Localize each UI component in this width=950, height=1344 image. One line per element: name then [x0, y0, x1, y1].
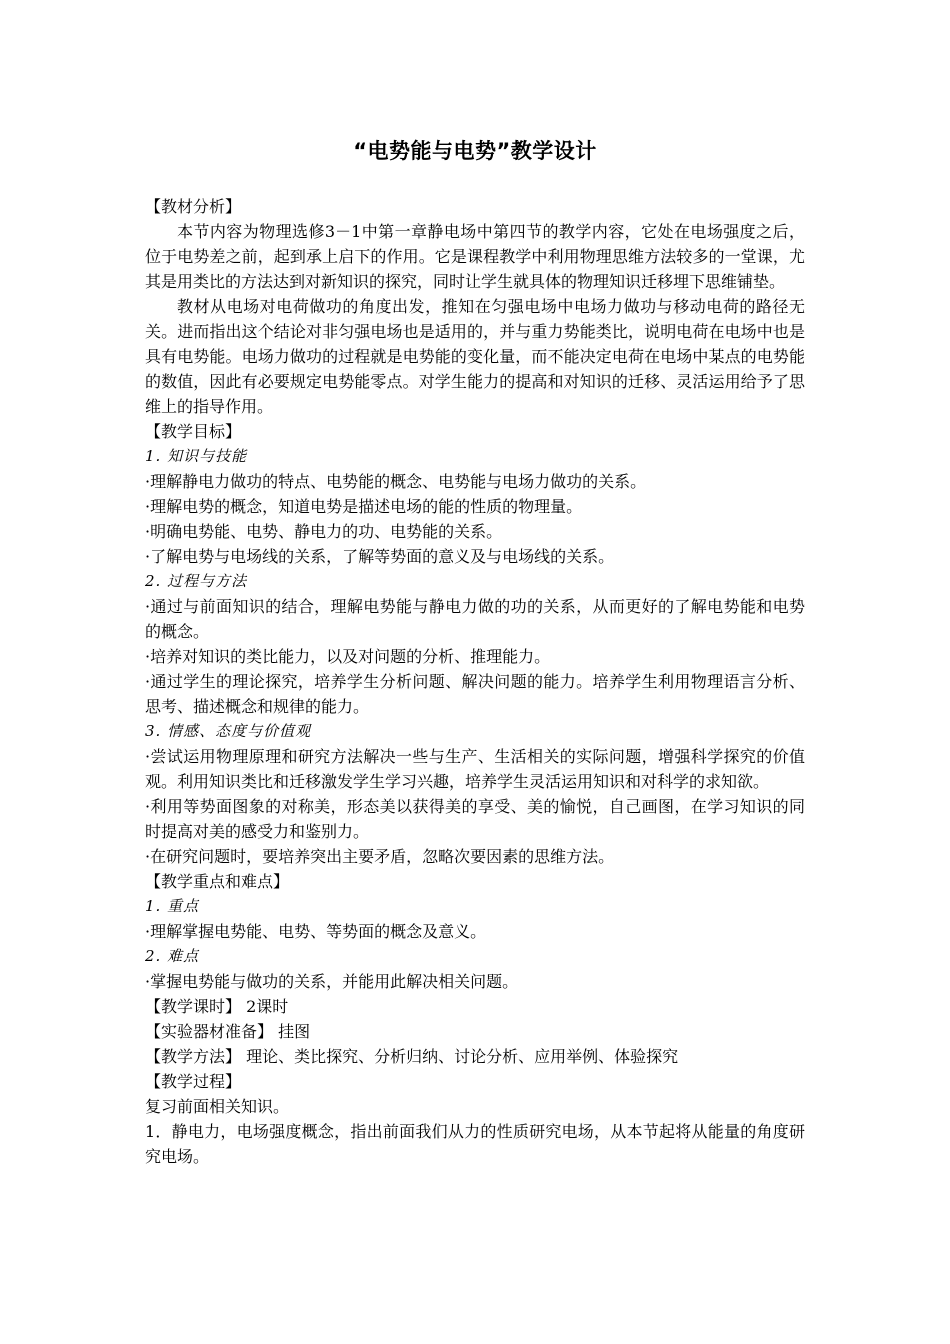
body-paragraph: 教材从电场对电荷做功的角度出发，推知在匀强电场中电场力做功与移动电荷的路径无关。进而指出这个结论对非匀强电场也是适用的，并与重力势能类比，说明电荷在电场中也是具有电势能。电场力做功的过程就是电势能的变化量，而不能决定电荷在电场中某点的电势能的数值，因此有必要规定电势能零点。对学生能力的提高和对知识的迁移、灵活运用给予了思维上的指导作用。 [145, 297, 805, 416]
body-paragraph: 本节内容为物理选修3－1中第一章静电场中第四节的教学内容，它处在电场强度之后，位于电势差之前，起到承上启下的作用。它是课程教学中利用物理思维方法较多的一堂课，尤其是用类比的方法达到对新知识的探究，同时让学生就具体的物理知识迁移埋下思维铺垫。 [145, 222, 805, 291]
bullet-item: ·理解静电力做功的特点、电势能的概念、电势能与电场力做功的关系。 [145, 472, 647, 491]
bullet-item: ·理解电势的概念，知道电势是描述电场的能的性质的物理量。 [145, 497, 583, 516]
section-heading-equipment: 【实验器材准备】 挂图 [145, 1022, 311, 1041]
section-heading-textbook-analysis: 【教材分析】 [145, 197, 242, 216]
subheading-key-points: 1. 重点 [145, 897, 200, 915]
numbered-item: 1．静电力，电场强度概念，指出前面我们从力的性质研究电场，从本节起将从能量的角度研究电场。 [145, 1122, 805, 1166]
bullet-item: ·培养对知识的类比能力，以及对问题的分析、推理能力。 [145, 647, 551, 666]
section-heading-teaching-goals: 【教学目标】 [145, 422, 242, 441]
section-heading-teaching-methods: 【教学方法】 理论、类比探究、分析归纳、讨论分析、应用举例、体验探究 [145, 1047, 679, 1066]
bullet-item: ·明确电势能、电势、静电力的功、电势能的关系。 [145, 522, 503, 541]
section-heading-key-difficult-points: 【教学重点和难点】 [145, 872, 290, 891]
bullet-item: ·在研究问题时，要培养突出主要矛盾，忽略次要因素的思维方法。 [145, 847, 615, 866]
subheading-difficult-points: 2. 难点 [145, 947, 200, 965]
bullet-item: ·理解掌握电势能、电势、等势面的概念及意义。 [145, 922, 487, 941]
bullet-item: ·通过与前面知识的结合，理解电势能与静电力做的功的关系，从而更好的了解电势能和电势的概念。 [145, 597, 805, 641]
section-heading-class-hours: 【教学课时】 2课时 [145, 997, 289, 1016]
bullet-item: ·利用等势面图象的对称美，形态美以获得美的享受、美的愉悦，自己画图，在学习知识的同时提高对美的感受力和鉴别力。 [145, 797, 805, 841]
section-heading-teaching-process: 【教学过程】 [145, 1072, 242, 1091]
subheading-emotion-values: 3. 情感、态度与价值观 [145, 722, 312, 740]
bullet-item: ·通过学生的理论探究，培养学生分析问题、解决问题的能力。培养学生利用物理语言分析、思考、描述概念和规律的能力。 [145, 672, 805, 716]
document-title: “电势能与电势”教学设计 [353, 139, 597, 163]
body-paragraph: 复习前面相关知识。 [145, 1097, 290, 1116]
bullet-item: ·尝试运用物理原理和研究方法解决一些与生产、生活相关的实际问题，增强科学探究的价值观。利用知识类比和迁移激发学生学习兴趣，培养学生灵活运用知识和对科学的求知欲。 [145, 747, 805, 791]
subheading-process-method: 2. 过程与方法 [145, 572, 248, 590]
bullet-item: ·了解电势与电场线的关系，了解等势面的意义及与电场线的关系。 [145, 547, 615, 566]
document-body [145, 194, 805, 1169]
bullet-item: ·掌握电势能与做功的关系，并能用此解决相关问题。 [145, 972, 519, 991]
subheading-knowledge-skills: 1. 知识与技能 [145, 447, 248, 465]
